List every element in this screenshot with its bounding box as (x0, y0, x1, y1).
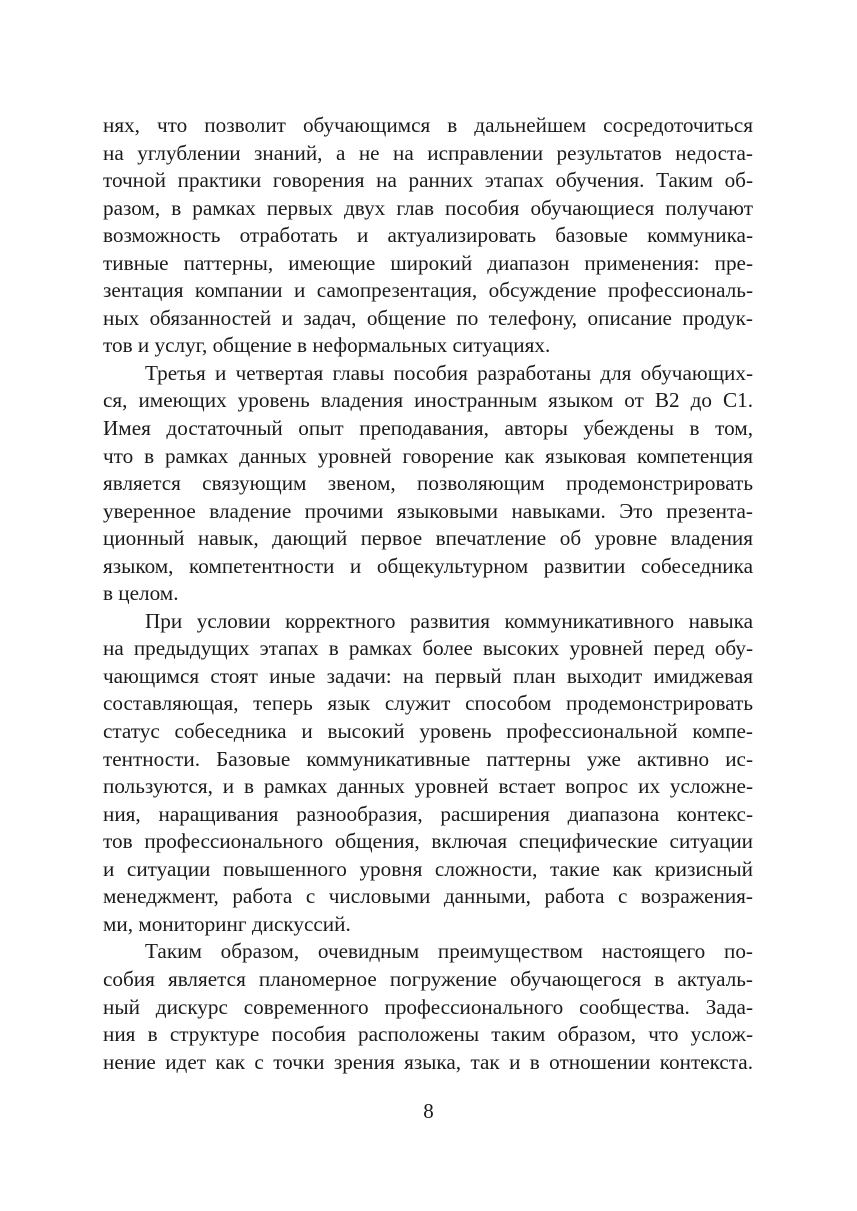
text-line: собия является планомерное погружение обучающегося в актуаль- (103, 966, 753, 991)
text-line: тов профессионального общения, включая специфические ситуации (103, 829, 753, 854)
text-line: в целом. (103, 581, 179, 606)
text-line: Таким образом, очевидным преимуществом настоящего по- (145, 939, 753, 964)
text-line: ный дискурс современного профессионального сообщества. Зада- (103, 994, 753, 1019)
page-number: 8 (423, 1099, 434, 1123)
text-line: и ситуации повышенного уровня сложности, такие как кризисный (103, 856, 753, 881)
text-line: ния в структуре пособия расположены таким образом, что услож- (103, 1022, 753, 1047)
text-line: ния, наращивания разнообразия, расширения диапазона контекс- (103, 801, 753, 826)
body-text (103, 112, 753, 1076)
text-line: является связующим звеном, позволяющим продемонстрировать (103, 471, 753, 496)
paragraph-4 (103, 938, 753, 1076)
text-line: При условии корректного развития коммуникативного навыка (145, 608, 753, 633)
text-line: составляющая, теперь язык служит способом продемонстрировать (103, 691, 753, 716)
text-line: Третья и четвертая главы пособия разработаны для обучающих- (145, 360, 753, 385)
text-line: тентности. Базовые коммуникативные паттерны уже активно ис- (103, 746, 753, 771)
text-line: что в рамках данных уровней говорение как языковая компетенция (103, 443, 753, 468)
text-line: статус собеседника и высокий уровень профессиональной компе- (103, 719, 753, 744)
text-line: на углублении знаний, а не на исправлении результатов недоста- (103, 140, 753, 165)
text-line: разом, в рамках первых двух глав пособия обучающиеся получают (103, 195, 753, 220)
text-line: ных обязанностей и задач, общение по телефону, описание продук- (103, 305, 753, 330)
text-line: менеджмент, работа с числовыми данными, работа с возражения- (103, 884, 753, 909)
text-line: тов и услуг, общение в неформальных ситуациях. (103, 333, 551, 358)
text-line: пользуются, и в рамках данных уровней встает вопрос их усложне- (103, 774, 753, 799)
text-line: возможность отработать и актуализировать базовые коммуника- (103, 223, 753, 248)
paragraph-2 (103, 360, 753, 608)
paragraph-3 (103, 608, 753, 939)
text-line: ционный навык, дающий первое впечатление об уровне владения (103, 526, 753, 551)
text-line: тивные паттерны, имеющие широкий диапазон применения: пре- (103, 250, 753, 275)
text-line: нение идет как с точки зрения языка, так и в отношении контекста. (103, 1049, 753, 1074)
text-line: ся, имеющих уровень владения иностранным языком от B2 до C1. (103, 388, 753, 413)
text-line: языком, компетентности и общекультурном развитии собеседника (103, 553, 753, 578)
text-line: уверенное владение прочими языковыми навыками. Это презента- (103, 498, 753, 523)
text-line: ми, мониторинг дискуссий. (103, 911, 351, 936)
text-line: чающимся стоят иные задачи: на первый план выходит имиджевая (103, 663, 753, 688)
text-line: на предыдущих этапах в рамках более высоких уровней перед обу- (103, 636, 753, 661)
text-line: нях, что позволит обучающимся в дальнейшем сосредоточиться (103, 113, 753, 137)
text-line: Имея достаточный опыт преподавания, авторы убеждены в том, (103, 416, 753, 441)
paragraph-1 (103, 112, 753, 360)
text-line: точной практики говорения на ранних этапах обучения. Таким об- (103, 168, 753, 193)
text-line: зентация компании и самопрезентация, обсуждение профессиональ- (103, 278, 753, 303)
